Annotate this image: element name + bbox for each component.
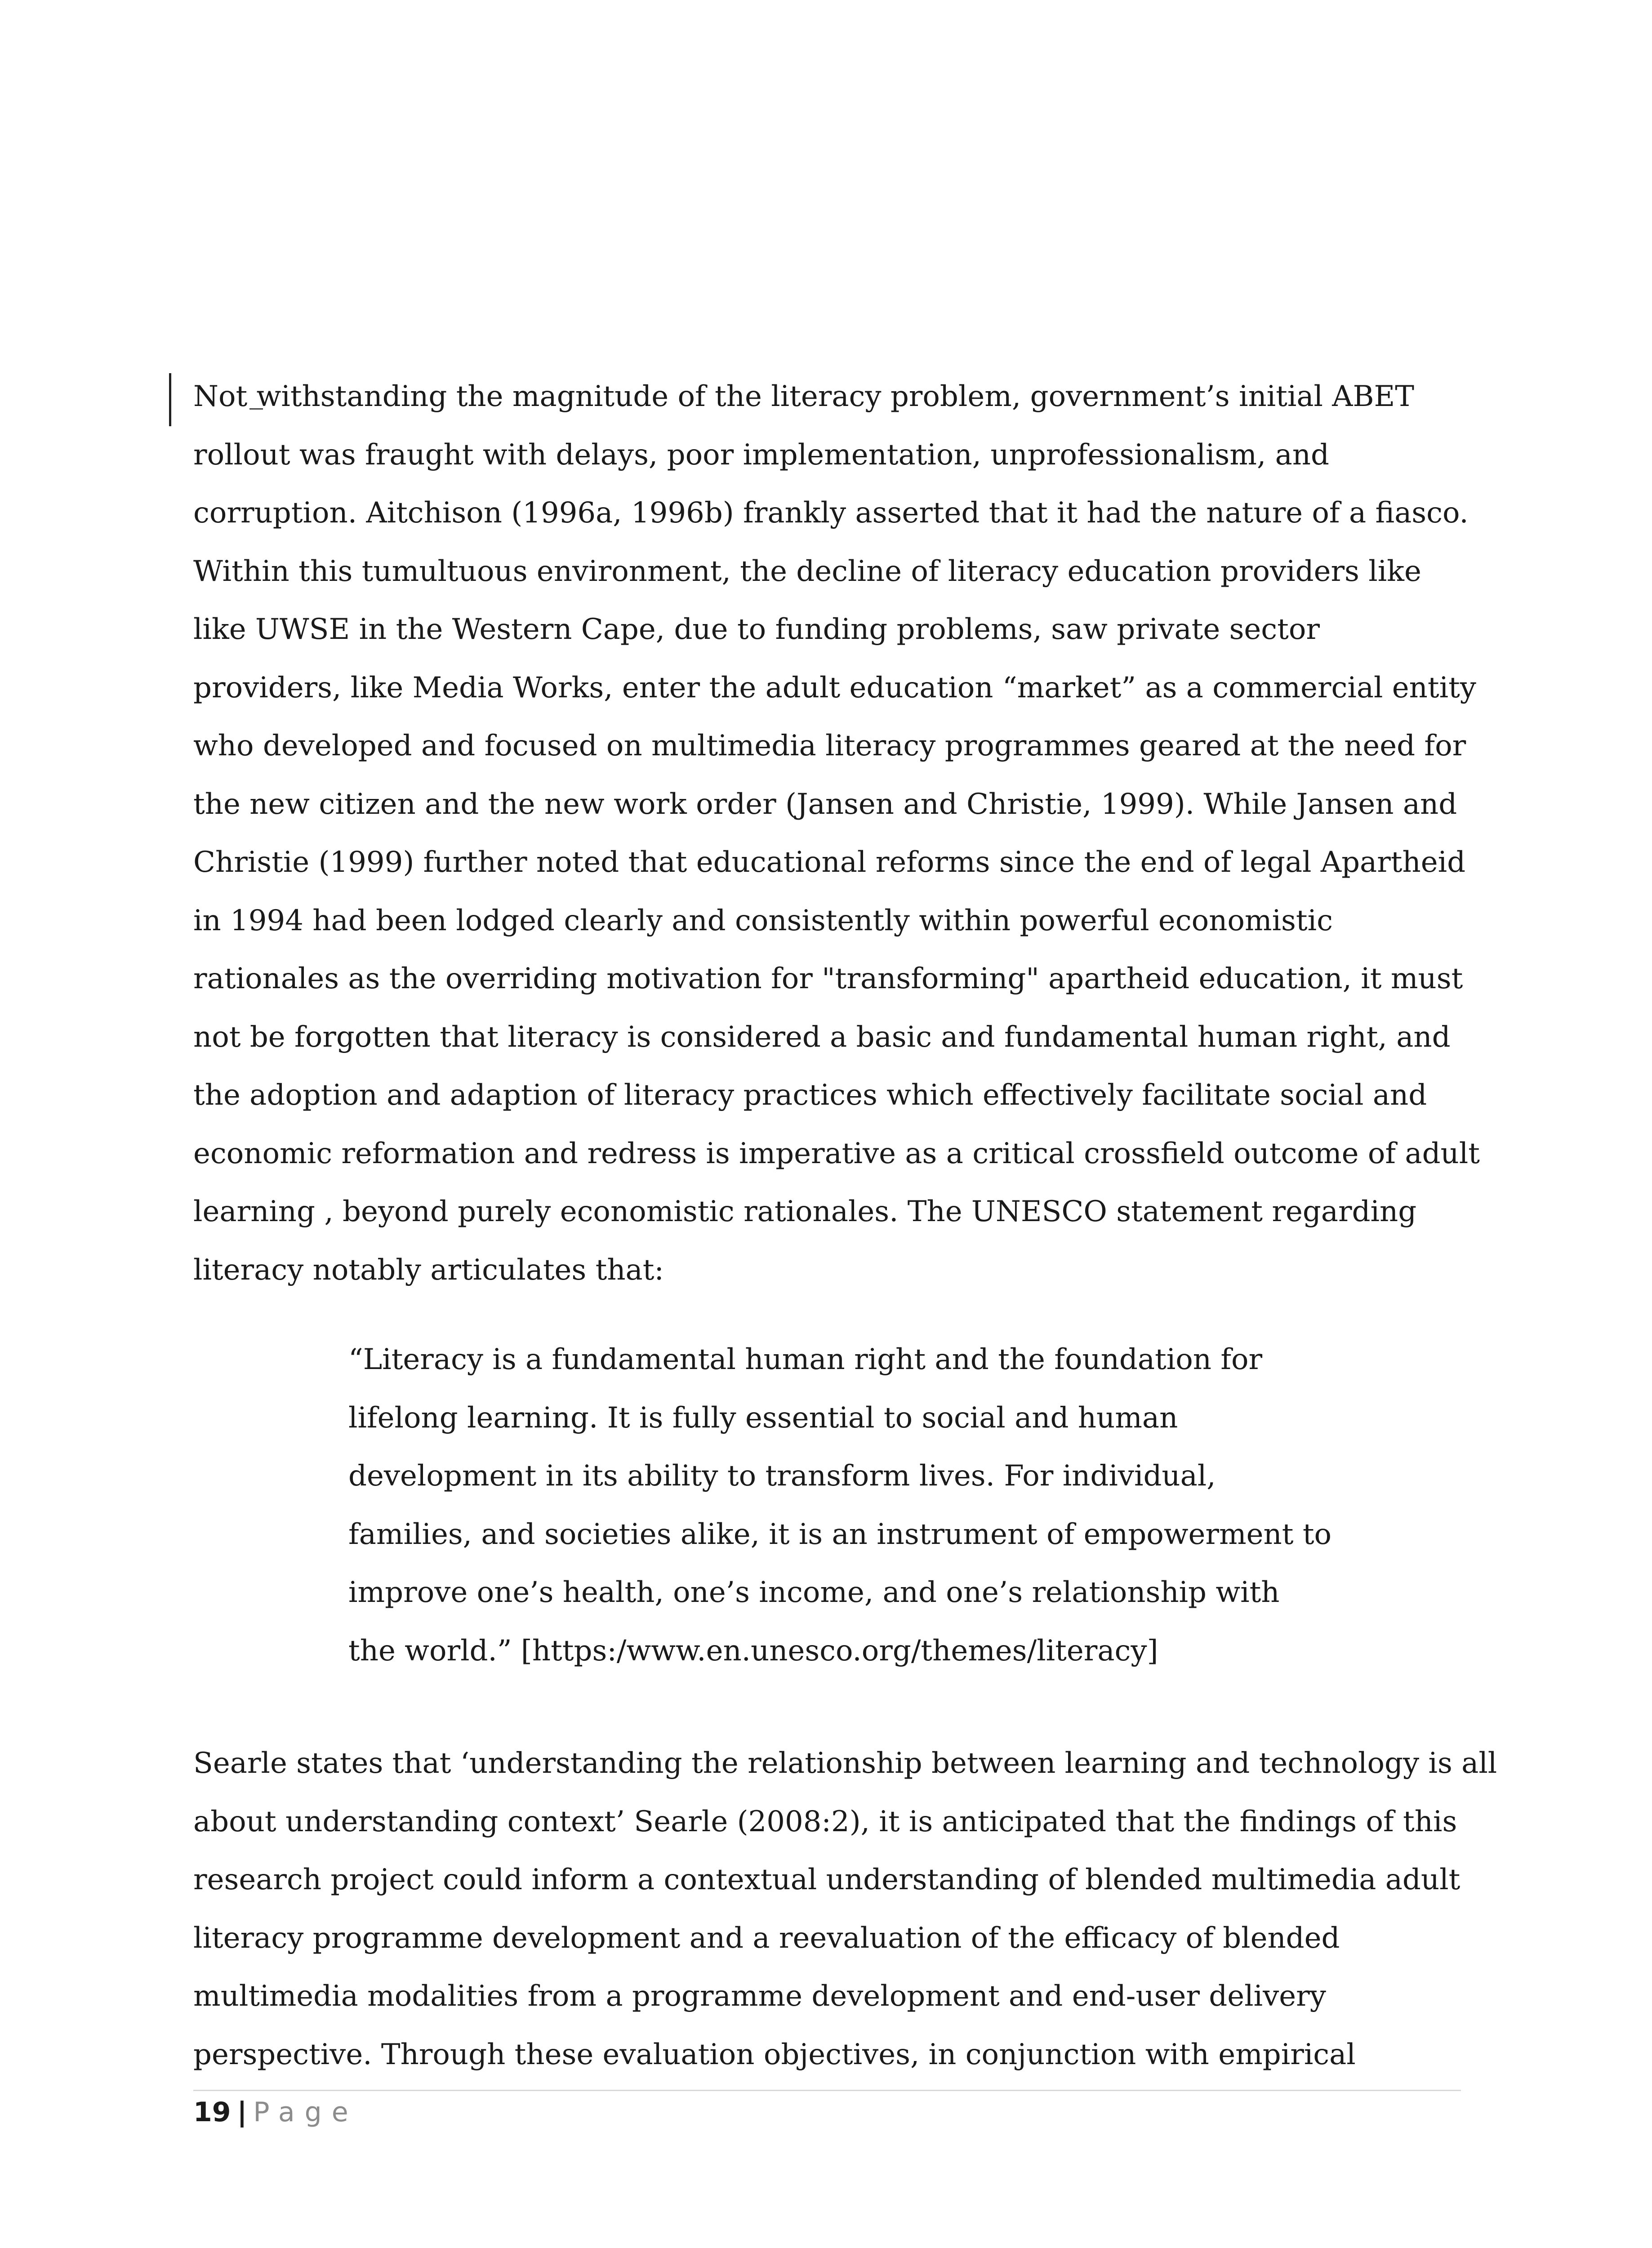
text-line: perspective. Through these evaluation objectives, in conjunction with empirical: [193, 2038, 1356, 2071]
text-line: like UWSE in the Western Cape, due to funding problems, saw private sector: [193, 613, 1320, 646]
page-label: Page: [253, 2096, 358, 2128]
body-paragraph-1: [193, 368, 1506, 1299]
text-line: economic reformation and redress is imperative as a critical crossfield outcome of adult: [193, 1137, 1480, 1170]
quote-line: improve one’s health, one’s income, and one’s relationship with: [348, 1576, 1280, 1609]
text-line: literacy notably articulates that:: [193, 1253, 664, 1287]
text-line: the adoption and adaption of literacy practices which effectively facilitate social and: [193, 1079, 1427, 1112]
page-footer: [193, 2094, 358, 2130]
block-quote: [348, 1331, 1472, 1680]
text-line: Not withstanding the magnitude of the literacy problem, government’s initial ABET: [193, 380, 1414, 413]
body-paragraph-2: [193, 1735, 1506, 2084]
text-line: about understanding context’ Searle (2008:2), it is anticipated that the findings of this: [193, 1805, 1457, 1838]
text-line: the new citizen and the new work order (Jansen and Christie, 1999). While Jansen and: [193, 787, 1457, 821]
revision-change-bar: [169, 373, 171, 426]
text-line: who developed and focused on multimedia literacy programmes geared at the need for: [193, 729, 1466, 763]
text-line: corruption. Aitchison (1996a, 1996b) frankly asserted that it had the nature of a fiasco.: [193, 496, 1469, 530]
text-line: Christie (1999) further noted that educational reforms since the end of legal Apartheid: [193, 846, 1466, 879]
text-line: providers, like Media Works, enter the adult education “market” as a commercial entity: [193, 671, 1476, 705]
text-line: in 1994 had been lodged clearly and consistently within powerful economistic: [193, 904, 1333, 937]
quote-line: development in its ability to transform lives. For individual,: [348, 1459, 1216, 1493]
text-line: literacy programme development and a reevaluation of the efficacy of blended: [193, 1921, 1340, 1955]
text-line: Within this tumultuous environment, the decline of literacy education providers like: [193, 554, 1421, 588]
text-line: not be forgotten that literacy is considered a basic and fundamental human right, and: [193, 1020, 1451, 1054]
text-line: learning , beyond purely economistic rationales. The UNESCO statement regarding: [193, 1195, 1417, 1228]
page-number: 19: [193, 2096, 231, 2128]
quote-line: families, and societies alike, it is an instrument of empowerment to: [348, 1517, 1332, 1551]
text-line: multimedia modalities from a programme development and end-user delivery: [193, 1980, 1326, 2013]
footer-divider: [193, 2090, 1461, 2091]
footer-separator: |: [237, 2096, 247, 2128]
quote-line: lifelong learning. It is fully essential to social and human: [348, 1401, 1178, 1435]
text-line: research project could inform a contextual understanding of blended multimedia adult: [193, 1863, 1461, 1896]
quote-line: the world.” [https:/www.en.unesco.org/themes/literacy]: [348, 1634, 1158, 1668]
text-line: Searle states that ‘understanding the relationship between learning and technology is all: [193, 1747, 1497, 1780]
quote-line: “Literacy is a fundamental human right and the foundation for: [348, 1343, 1263, 1376]
text-line: rollout was fraught with delays, poor implementation, unprofessionalism, and: [193, 438, 1329, 472]
text-line: rationales as the overriding motivation for "transforming" apartheid education, it must: [193, 962, 1463, 995]
